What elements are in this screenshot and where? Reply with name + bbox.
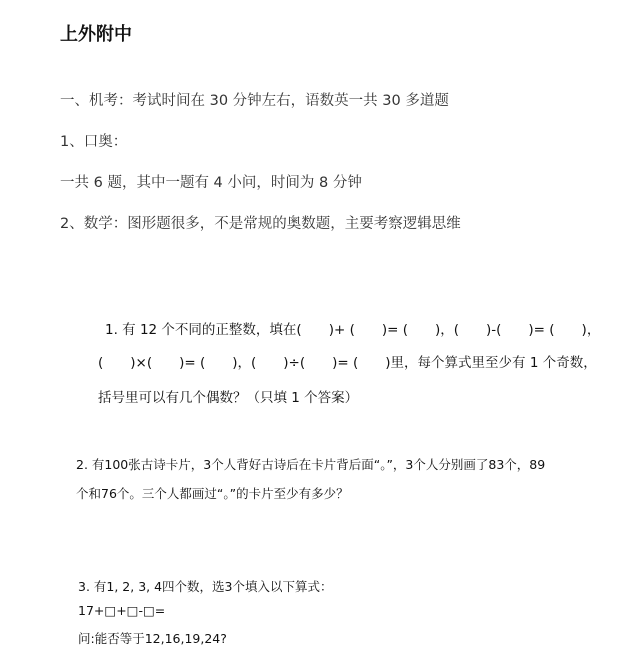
section-math: 2、数学：图形题很多，不是常规的奥数题，主要考察逻辑思维 [60,216,461,232]
page-title: 上外附中 [60,24,132,45]
question-3-line-2: 17+□+□-□= [78,603,166,618]
section-computer-exam: 一、机考：考试时间在 30 分钟左右，语数英一共 30 多道题 [60,93,449,109]
section-oral-math: 1、口奥： [60,134,128,150]
question-3-line-3: 问:能否等于12,16,19,24? [78,631,227,646]
question-1-line-3: 括号里可以有几个偶数？（只填 1 个答案） [98,390,359,406]
question-1-line-1: 1. 有 12 个不同的正整数，填在( )+ ( )= ( )，( )-( )= ( )， [105,322,601,338]
question-2-line-1: 2. 有100张古诗卡片，3个人背好古诗后在卡片背后面“。”，3个人分别画了83个，89 [76,457,546,472]
question-2-line-2: 个和76个。三个人都画过“。”的卡片至少有多少？ [76,486,349,501]
question-1-line-2: ( )×( )= ( )，( )÷( )= ( )里，每个算式里至少有 1 个奇数， [98,355,597,371]
oral-math-detail: 一共 6 题，其中一题有 4 小问，时间为 8 分钟 [60,175,362,191]
question-3-line-1: 3. 有1, 2, 3, 4四个数，选3个填入以下算式： [78,579,333,594]
